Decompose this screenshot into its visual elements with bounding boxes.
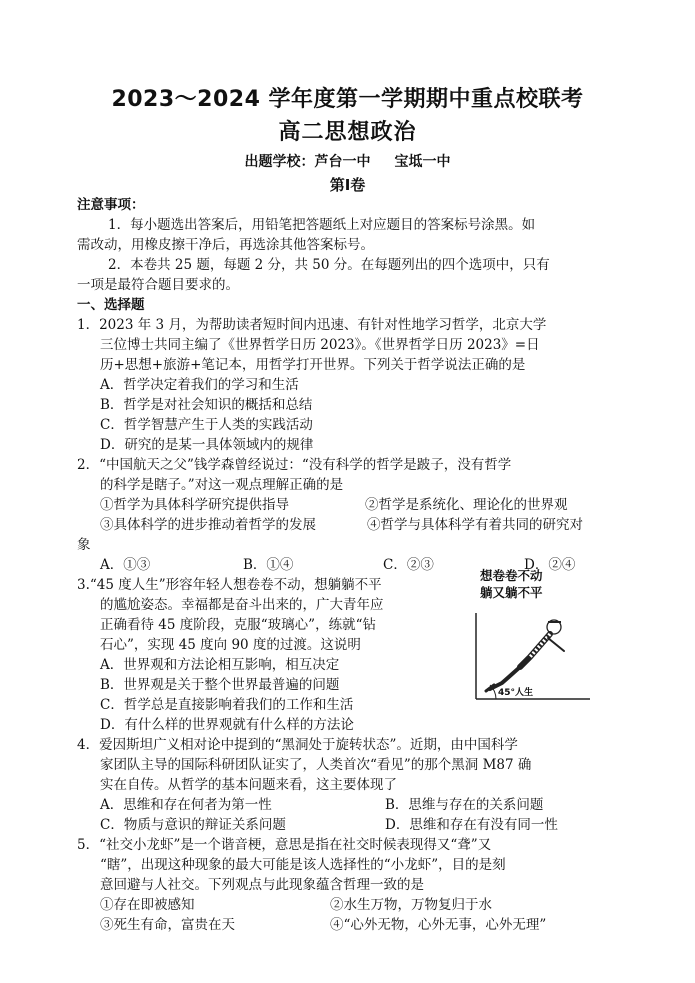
q2-option-c: C．②③ [383, 557, 434, 573]
q5-statement-3: ③死生有命，富贵在天 [100, 917, 235, 933]
q3-option-b: B．世界观是关于整个世界最普遍的问题 [100, 677, 340, 693]
q2-statement-4-wrap: 象 [77, 537, 91, 553]
q2-option-a: A．①③ [100, 557, 151, 573]
q3-option-a: A．世界观和方法论相互影响，相互决定 [100, 657, 340, 673]
q1-option-d: D．研究的是某一具体领域内的规律 [100, 437, 314, 453]
q5-statement-1: ①存在即被感知 [100, 897, 195, 913]
q1-stem-line2: 三位博士共同主编了《世界哲学日历 2023》。《世界哲学日历 2023》=日 [100, 337, 540, 353]
exam-schools [0, 151, 695, 171]
section-heading: 一、选择题 [77, 297, 145, 313]
notice-item2-line2: 一项是最符合题目要求的。 [77, 277, 239, 293]
q1-stem-line1: 1．2023 年 3 月，为帮助读者短时间内迅速、有针对性地学习哲学，北京大学 [77, 317, 547, 333]
q1-option-c: C．哲学智慧产生于人类的实践活动 [100, 417, 313, 433]
q4-stem-line1: 4．爱因斯坦广义相对论中提到的“黑洞处于旋转状态”。近期，由中国科学 [77, 737, 518, 753]
q3-stem-line3: 正确看待 45 度阶段，克服“玻璃心”，练就“钻 [100, 617, 376, 633]
q3-stem-line4: 石心”，实现 45 度向 90 度的过渡。这说明 [100, 637, 361, 653]
notice-item2-line1: 2．本卷共 25 题，每题 2 分，共 50 分。在每题列出的四个选项中，只有 [108, 257, 550, 273]
q5-statement-2: ②水生万物，万物复归于水 [330, 897, 492, 913]
q3-stem-line1: 3.“45 度人生”形容年轻人想卷卷不动，想躺躺不平 [77, 577, 382, 593]
q3-stem-line2: 的尴尬姿态。幸福都是奋斗出来的，广大青年应 [100, 597, 384, 613]
volume-label: 第Ⅰ卷 [329, 176, 366, 194]
q1-option-b: B．哲学是对社会知识的概括和总结 [100, 397, 313, 413]
q1-option-a: A．哲学决定着我们的学习和生活 [100, 377, 299, 393]
exam-subject: 高二思想政治 [278, 120, 417, 145]
q4-option-d: D．思维和存在有没有同一性 [385, 817, 558, 833]
q5-statement-4: ④“心外无物，心外无事，心外无理” [330, 917, 547, 933]
school-label: 出题学校：芦台一中 [244, 154, 371, 170]
q4-stem-line3: 实在自传。从哲学的基本问题来看，这主要体现了 [100, 777, 397, 793]
figure-caption-line2: 躺又躺不平 [480, 585, 543, 600]
notice-item1-line1: 1．每小题选出答案后，用铅笔把答题纸上对应题目的答案标号涂黑。如 [108, 217, 536, 233]
q2-statement-3: ③具体科学的进步推动着哲学的发展 [100, 517, 316, 533]
figure-angle-label: 45°人生 [498, 688, 534, 698]
q4-option-c: C．物质与意识的辩证关系问题 [100, 817, 286, 833]
q5-stem-line1: 5．“社交小龙虾”是一个谐音梗，意思是指在社交时候表现得又“聋”又 [77, 837, 492, 853]
forty-five-degree-figure [468, 605, 593, 705]
q2-stem-line2: 的科学是瞎子。”对这一观点理解正确的是 [100, 477, 344, 493]
q3-option-c: C．哲学总是直接影响着我们的工作和生活 [100, 697, 354, 713]
notice-item1-line2: 需改动，用橡皮擦干净后，再选涂其他答案标号。 [77, 237, 374, 253]
q4-option-b: B．思维与存在的关系问题 [385, 797, 544, 813]
q4-stem-line2: 家团队主导的国际科研团队证实了，人类首次“看见”的那个黑洞 M87 确 [100, 757, 532, 773]
q5-stem-line3: 意回避与人社交。下列观点与此现象蕴含哲理一致的是 [100, 877, 424, 893]
figure-caption-line1: 想卷卷不动 [480, 568, 543, 583]
q2-stem-line1: 2．“中国航天之父”钱学森曾经说过：“没有科学的哲学是跛子，没有哲学 [77, 457, 512, 473]
q3-option-d: D．有什么样的世界观就有什么样的方法论 [100, 717, 354, 733]
notice-heading: 注意事项： [77, 197, 145, 213]
reclining-person-icon [486, 620, 564, 691]
q2-option-b: B．①④ [243, 557, 294, 573]
q2-option-d: D．②④ [524, 557, 576, 573]
school-2: 宝坻一中 [394, 154, 451, 170]
q2-statement-2: ②哲学是系统化、理论化的世界观 [365, 497, 568, 513]
q5-stem-line2: “瞎”，出现这种现象的最大可能是该人选择性的“小龙虾”，目的是刻 [100, 857, 506, 873]
q4-option-a: A．思维和存在何者为第一性 [100, 797, 272, 813]
exam-title: 2023～2024 学年度第一学期期中重点校联考 [111, 87, 584, 112]
q2-statement-4: ④哲学与具体科学有着共同的研究对 [367, 517, 583, 533]
q1-stem-line3: 历+思想+旅游+笔记本，用哲学打开世界。下列关于哲学说法正确的是 [100, 357, 526, 373]
q2-statement-1: ①哲学为具体科学研究提供指导 [100, 497, 289, 513]
